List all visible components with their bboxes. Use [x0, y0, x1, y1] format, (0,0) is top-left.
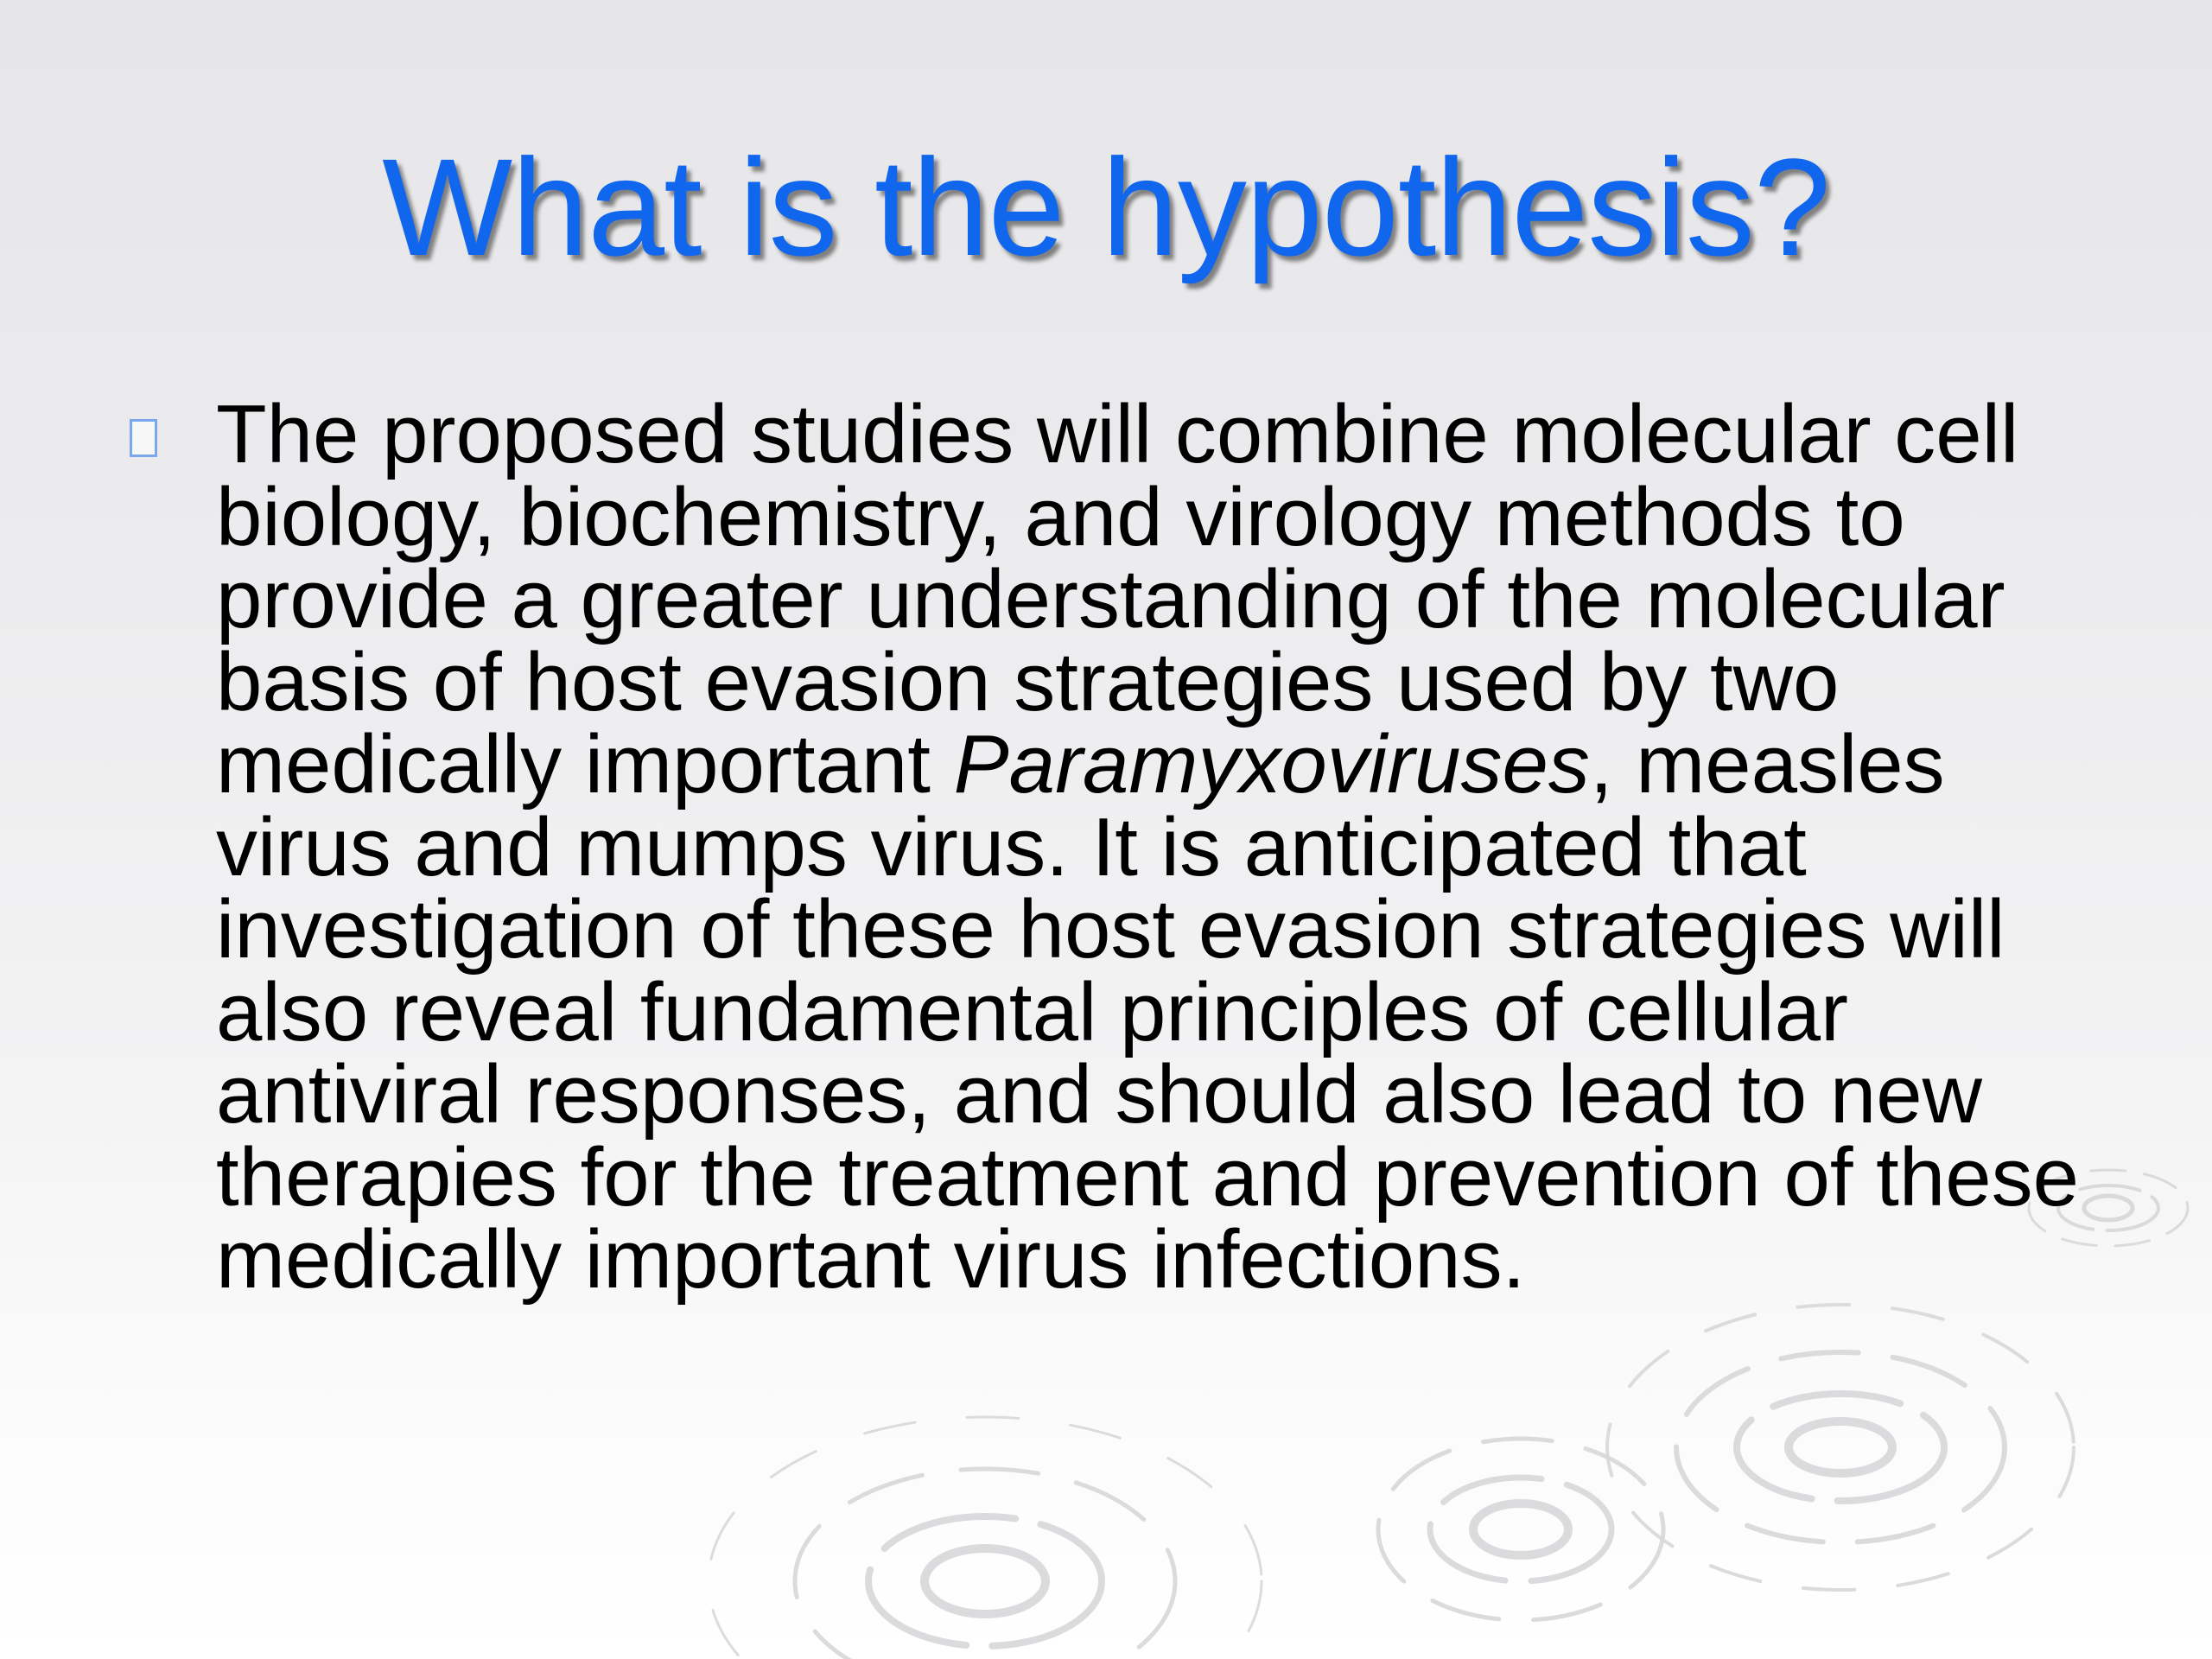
bullet-text — [216, 388, 2082, 1306]
bullet-text-part-2: , measles virus and mumps virus. It is anticipated that investigation of these host evasion strategies will also reveal fundamental principles of cellular antiviral responses, and should also lead to new therapies for the treatment and prevention of these medically important virus infections. — [216, 718, 2080, 1306]
slide-title: What is the hypothesis? — [382, 130, 1830, 284]
bullet-text-part-1: The proposed studies will combine molecular cell biology, biochemistry, and virology methods to provide a greater understanding of the molecular basis of host evasion strategies used by two medically important — [216, 388, 2019, 810]
square-bullet-icon — [130, 419, 157, 457]
bullet-text-italic: Paramyxoviruses — [953, 718, 1590, 810]
